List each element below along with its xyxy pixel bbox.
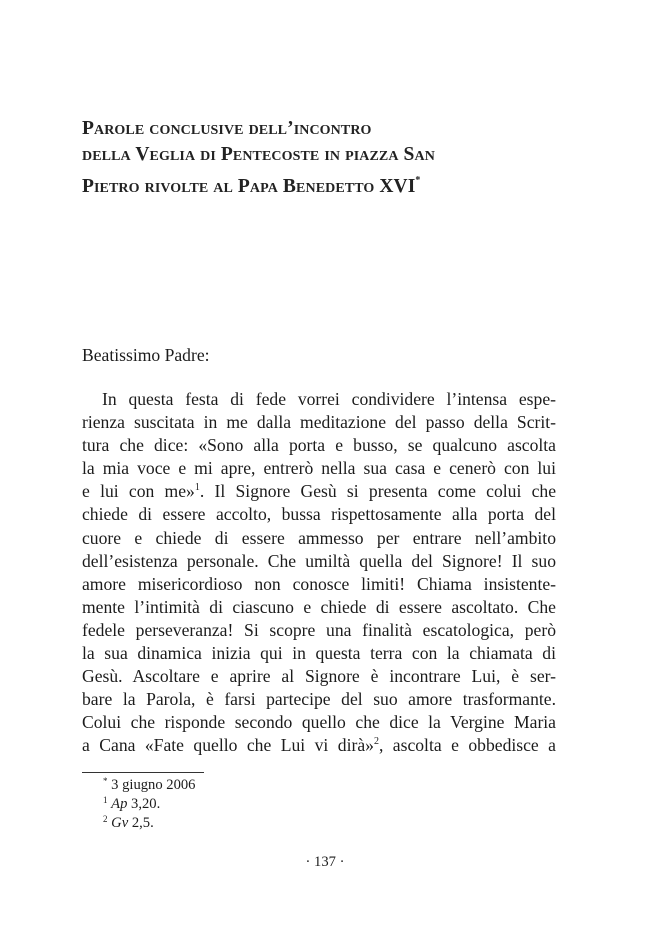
text-line: bare la Parola, è farsi partecipe del suo amore trasformante. <box>82 689 556 710</box>
title-line <box>82 168 582 200</box>
footnote-text: 3,20. <box>127 796 161 812</box>
title-footnote-marker: * <box>415 175 421 186</box>
footnote-marker: * <box>103 776 108 786</box>
footnote-text: 3 giugno 2006 <box>111 777 196 793</box>
footnote-text: 2,5. <box>128 815 154 831</box>
text-line: dell’esistenza personale. Che umiltà quella del Signore! Il suo <box>82 550 556 571</box>
text-line: mente l’intimità di ciascuno e chiede di essere ascoltato. Che <box>82 596 556 617</box>
footnote-source: Gv <box>111 815 129 831</box>
text-line: fedele perseveranza! Si scopre una finalità escatologica, però <box>82 619 556 640</box>
text-line: la sua dinamica inizia qui in questa terra con la chiamata di <box>82 643 556 664</box>
text-line <box>82 734 556 757</box>
footnote-divider <box>82 772 204 773</box>
footnote-ref-1: 1 <box>194 482 200 494</box>
footnote-item <box>103 814 195 833</box>
text-line: la mia voce e mi apre, entrerò nella sua casa e cenerò con lui <box>82 458 556 479</box>
title-line-text: Pietro rivolte al Papa Benedetto XVI <box>82 176 416 197</box>
text-segment: e lui con me» <box>82 481 195 502</box>
footnote-item <box>103 795 195 814</box>
footnote-item <box>103 776 195 795</box>
footnote-ref-2: 2 <box>373 736 379 748</box>
body-paragraph <box>82 388 556 758</box>
title-line: Parole conclusive dell’incontro <box>82 118 372 139</box>
text-segment: . Il Signore Gesù si presenta come colui che <box>199 481 556 502</box>
text-line: tura che dice: «Sono alla porta e busso, se qualcuno ascolta <box>82 435 556 456</box>
chapter-title <box>82 116 582 200</box>
text-line: chiede di essere accolto, bussa rispettosamente alla porta del <box>82 504 556 525</box>
text-segment: , ascolta e obbedisce a <box>378 735 556 756</box>
text-line: rienza suscitata in me dalla meditazione del passo della Scrit- <box>82 412 556 433</box>
text-line <box>82 480 556 503</box>
title-line: della Veglia di Pentecoste in piazza San <box>82 144 435 165</box>
footnote-marker: 2 <box>103 814 108 824</box>
text-line: Colui che risponde secondo quello che dice la Vergine Maria <box>82 712 556 733</box>
text-line: In questa festa di fede vorrei condividere l’intensa espe- <box>102 389 556 409</box>
salutation: Beatissimo Padre: <box>82 345 210 365</box>
footnotes <box>103 776 195 833</box>
page-number: · 137 · <box>305 854 345 870</box>
footnote-marker: 1 <box>103 795 108 805</box>
text-line: Gesù. Ascoltare e aprire al Signore è incontrare Lui, è ser- <box>82 666 556 687</box>
text-segment: a Cana «Fate quello che Lui vi dirà» <box>82 735 374 756</box>
footnote-source: Ap <box>111 796 128 812</box>
text-line: cuore e chiede di essere ammesso per entrare nell’ambito <box>82 527 556 548</box>
text-line: amore misericordioso non conosce limiti! Chiama insistente- <box>82 573 556 594</box>
